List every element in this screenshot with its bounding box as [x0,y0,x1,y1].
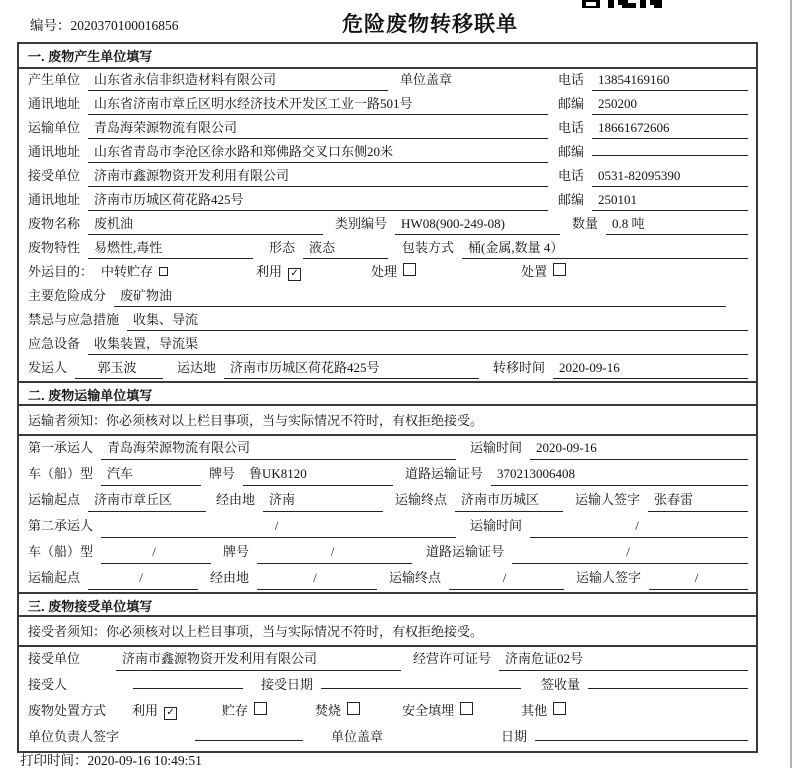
accept-unit-label: 接受单位 [28,651,81,666]
form-row-producer [19,69,756,93]
route-end-label: 运输终点 [389,570,442,585]
producer-address-value: 山东省济南市章丘区明水经济技术开发区工业一路501号 [88,93,548,115]
checkbox-treat [403,263,416,276]
form-row-accept-unit [19,647,756,673]
form-row-hazard [19,285,756,309]
receiver-address-left [28,189,548,211]
disposal-opt-landfill-label: 安全填埋 [402,703,455,718]
vehicle2-plate-value: / [257,540,412,564]
vehicle2-cert-value: / [512,540,748,564]
carrier2-time-value: / [530,514,748,538]
transporter-phone-group [558,117,748,139]
purpose-opt-use-label: 利用 [256,264,283,279]
shipper-label: 发运人 [28,360,68,375]
packaging-label: 包装方式 [402,240,455,255]
carrier1-label: 第一承运人 [28,440,94,455]
form-state-value: 液态 [303,237,388,259]
carrier2-value: / [101,514,456,538]
plate-label: 牌号 [209,466,236,481]
purpose-opt-transfer-label: 中转贮存 [101,264,154,279]
serial-number [30,14,179,34]
form-row-waste-name [19,213,756,237]
signed-qty-label: 签收量 [541,677,581,692]
phone-label: 电话 [558,168,585,183]
vehicle-type-label: 车（船）型 [28,466,94,481]
accept-unit-value: 济南市鑫源物资开发利用有限公司 [116,647,401,671]
license-value: 济南危证02号 [499,647,748,671]
checkbox-use: ✓ [288,268,301,281]
vehicle1-cert-value: 370213006408 [491,462,748,486]
route-end-label: 运输终点 [395,492,448,507]
serial-label: 编号： [30,18,71,33]
vehicle2-type-value: / [101,540,211,564]
qr-code-icon [582,0,666,10]
equipment-value: 收集装置，导流渠 [88,333,748,355]
print-time [20,749,202,769]
producer-zip-value: 250200 [592,93,748,115]
form-row-carrier1 [19,436,756,462]
hazard-label: 主要危险成分 [28,288,107,303]
equipment-label: 应急设备 [28,336,81,351]
route2-sign-value: / [649,566,748,590]
form-state-label: 形态 [269,240,296,255]
producer-phone-value: 13854169160 [592,69,748,91]
waste-prop-label: 废物特性 [28,240,81,255]
transporter-zip-group [558,141,748,162]
address-label: 通讯地址 [28,144,81,159]
transporter-address-left [28,141,548,163]
receiver-zip-group [558,189,748,211]
receiver-label: 接受单位 [28,168,81,183]
address-label: 通讯地址 [28,192,81,207]
disposal-opt-storage-label: 贮存 [222,703,249,718]
producer-label: 产生单位 [28,72,81,87]
form-row-taboo [19,309,756,333]
transporter-label: 运输单位 [28,120,81,135]
phone-label: 电话 [558,120,585,135]
route-start-label: 运输起点 [28,492,81,507]
section-producer [19,44,756,381]
serial-value: 2020370100016856 [70,18,179,33]
form-row-transporter-address [19,141,756,165]
packaging-value: 桶(金属,数量 4） [462,237,748,259]
transport-time-label: 运输时间 [470,518,523,533]
destination-label: 运达地 [177,360,217,375]
transfer-time-value: 2020-09-16 [553,357,748,379]
license-label: 经营许可证号 [413,651,492,666]
form-row-equipment [19,333,756,357]
accept-person-label: 接受人 [28,677,68,692]
checkbox-disposal-use: ✓ [164,707,177,720]
route2-start-value: / [88,566,198,590]
zip-label: 邮编 [558,96,585,111]
checkbox-disposal-landfill [460,702,473,715]
quantity-label: 数量 [572,216,599,231]
carrier2-label: 第二承运人 [28,518,94,533]
waste-name-value: 废机油 [88,213,323,235]
unit-seal-label: 单位盖章 [400,72,453,87]
route1-via-value: 济南 [263,488,383,512]
disposal-opt-incinerate-label: 焚烧 [315,703,342,718]
checkbox-transfer-storage [159,267,168,276]
section-transport-title: 二. 废物运输单位填写 [19,381,756,406]
waste-prop-value: 易燃性,毒性 [88,237,253,259]
waste-name-label: 废物名称 [28,216,81,231]
form-row-accept-person [19,673,756,699]
producer-address-left [28,93,548,115]
purpose-opt-treat-label: 处理 [371,264,398,279]
form-row-route2 [19,566,756,592]
form-row-shipper [19,357,756,381]
responsible-sign-label: 单位负责人签字 [28,729,120,744]
taboo-value: 收集、导流 [127,309,748,331]
purpose-opt-dispose-label: 处置 [521,264,548,279]
disposal-opt-other-label: 其他 [521,703,548,718]
hazard-value: 废矿物油 [114,285,726,307]
receiver-phone-group [558,165,748,187]
responsible-sign-value [195,726,303,741]
section-producer-title: 一. 废物产生单位填写 [19,44,756,69]
transport-notice: 运输者须知：你必须核对以上栏目事项，当与实际情况不符时，有权拒绝接受。 [19,406,756,436]
print-time-label: 打印时间： [20,753,88,768]
route2-via-value: / [257,566,377,590]
checkbox-dispose [553,263,566,276]
form-row-receiver [19,165,756,189]
producer-value: 山东省永信非织造材料有限公司 [88,69,388,91]
transporter-zip-value [592,141,748,156]
accept-person-value [133,674,243,689]
vehicle1-type-value: 汽车 [101,462,201,486]
transporter-left [28,117,548,139]
destination-value: 济南市历城区荷花路425号 [224,357,479,379]
section-transport [19,381,756,592]
quantity-value: 0.8 吨 [606,213,748,235]
checkbox-disposal-incinerate [347,702,360,715]
transport-time-label: 运输时间 [470,440,523,455]
zip-label: 邮编 [558,192,585,207]
producer-phone-group [558,69,748,91]
receiver-notice: 接受者须知：你必须核对以上栏目事项，当与实际情况不符时，有权拒绝接受。 [19,617,756,647]
form-row-responsible-sign [19,725,756,751]
date-label: 日期 [501,729,528,744]
address-label: 通讯地址 [28,96,81,111]
carrier1-value: 青岛海荣源物流有限公司 [101,436,456,460]
accept-date-value [321,674,521,689]
form-row-carrier2 [19,514,756,540]
purpose-label: 外运目的： [28,264,94,279]
route-via-label: 经由地 [216,492,256,507]
receiver-left [28,165,548,187]
signed-qty-value [588,674,748,689]
transporter-sign-label: 运输人签字 [575,492,641,507]
plate-label: 牌号 [223,544,250,559]
document-header [0,0,796,40]
route1-start-value: 济南市章丘区 [88,488,206,512]
route1-end-value: 济南市历城区 [455,488,563,512]
shipper-value: 郭玉波 [75,357,163,379]
form-row-receiver-address [19,189,756,213]
carrier1-time-value: 2020-09-16 [530,436,748,460]
receiver-phone-value: 0531-82095390 [592,165,748,187]
disposal-method-label: 废物处置方式 [28,703,107,718]
vehicle-type-label: 车（船）型 [28,544,94,559]
road-cert-label: 道路运输证号 [405,466,484,481]
receiver-zip-value: 250101 [592,189,748,211]
transporter-phone-value: 18661672606 [592,117,748,139]
phone-label: 电话 [558,72,585,87]
section-receiver [19,592,756,751]
zip-label: 邮编 [558,144,585,159]
checkbox-disposal-storage [254,702,267,715]
disposal-opt-use-label: 利用 [132,703,159,718]
route-via-label: 经由地 [210,570,250,585]
transfer-form-table [17,42,758,753]
checkbox-disposal-other [553,702,566,715]
form-row-producer-address [19,93,756,117]
section-receiver-title: 三. 废物接受单位填写 [19,592,756,617]
form-row-vehicle1 [19,462,756,488]
form-row-vehicle2 [19,540,756,566]
print-time-value: 2020-09-16 10:49:51 [87,753,202,768]
page-title: 危险废物转移联单 [342,13,518,36]
form-row-waste-properties [19,237,756,261]
route1-sign-value: 张春雷 [648,488,748,512]
date-value [535,726,748,741]
vehicle1-plate-value: 鲁UK8120 [243,462,393,486]
transporter-sign-label: 运输人签字 [576,570,642,585]
receiver-value: 济南市鑫源物资开发利用有限公司 [88,165,548,187]
unit-seal-label: 单位盖章 [331,729,384,744]
route-start-label: 运输起点 [28,570,81,585]
receiver-address-value: 济南市历城区荷花路425号 [88,189,548,211]
form-row-transporter [19,117,756,141]
form-row-route1 [19,488,756,514]
page-edge-line [790,0,792,768]
taboo-label: 禁忌与应急措施 [28,312,120,327]
transfer-time-label: 转移时间 [493,360,546,375]
form-row-purpose [19,261,756,285]
transporter-value: 青岛海荣源物流有限公司 [88,117,548,139]
route2-end-value: / [449,566,564,590]
producer-zip-group [558,93,748,115]
form-row-disposal-method [19,699,756,725]
category-label: 类别编号 [335,216,388,231]
transporter-address-value: 山东省青岛市李沧区徐水路和郑佛路交叉口东侧20米 [88,141,548,163]
category-value: HW08(900-249-08) [395,213,560,235]
accept-date-label: 接受日期 [261,677,314,692]
road-cert-label: 道路运输证号 [426,544,505,559]
